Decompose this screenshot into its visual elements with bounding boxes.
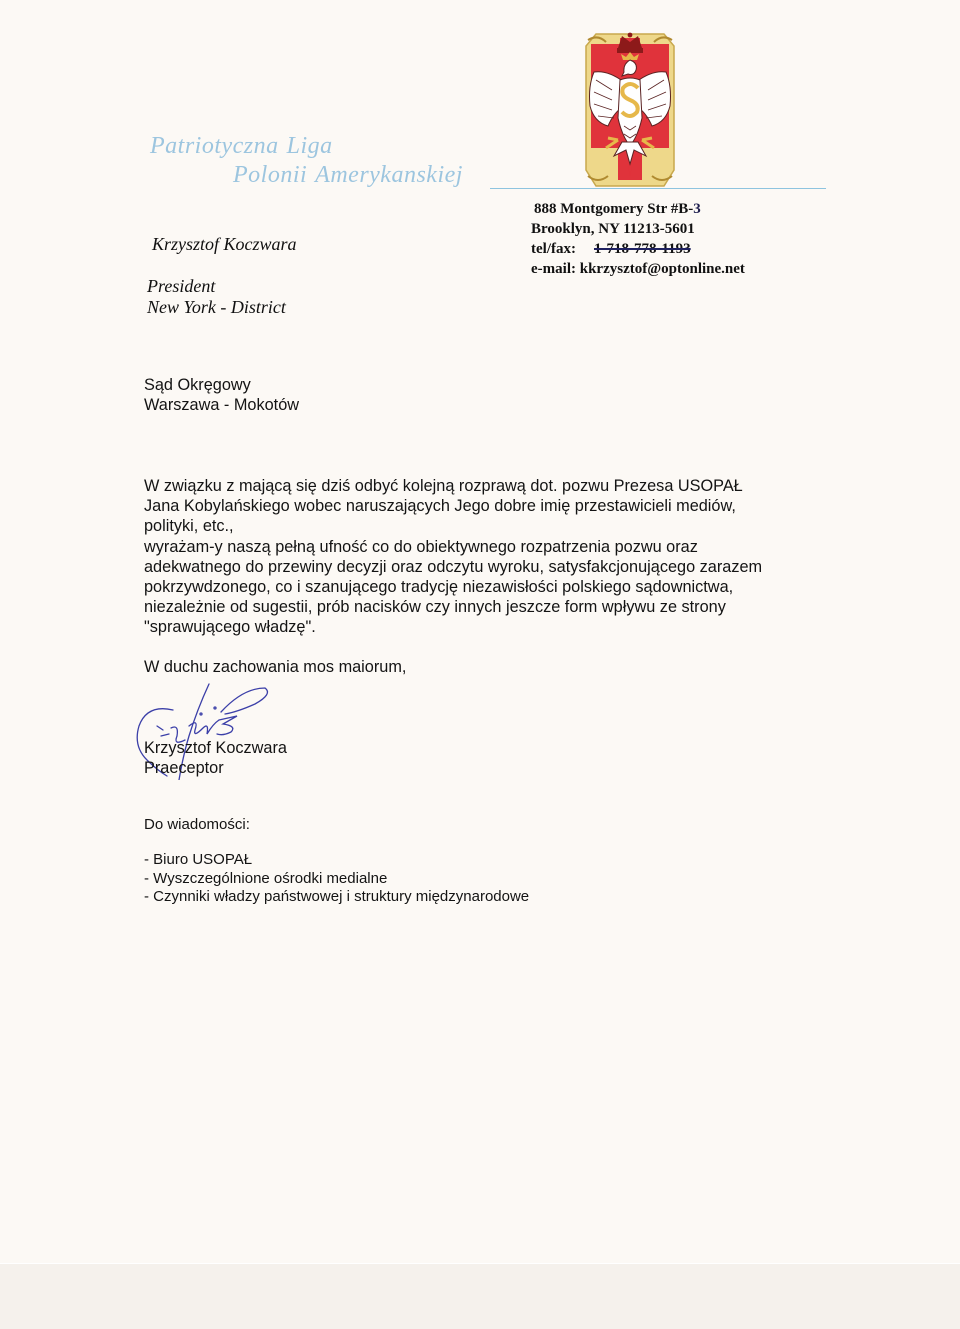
sender-name: Krzysztof Koczwara bbox=[152, 234, 297, 254]
phone-number-struck: 1-718-778-1193 bbox=[593, 241, 691, 257]
body-line: "sprawującego władzę". bbox=[144, 618, 316, 637]
sender-title: President bbox=[147, 276, 216, 296]
body-line: W związku z mającą się dziś odbyć kolejną rozprawą dot. pozwu Prezesa USOPAŁ bbox=[144, 477, 743, 495]
body-line: adekwatnego do przewiny decyzji oraz odczytu wyroku, satysfakcjonującego zarazem bbox=[144, 557, 763, 576]
cc-item: - Wyszczególnione ośrodki medialne bbox=[144, 869, 388, 887]
recipient-line: Sąd Okręgowy bbox=[144, 376, 251, 394]
cc-item: - Czynniki władzy państwowej i struktury międzynarodowe bbox=[144, 888, 530, 905]
recipient-block bbox=[144, 375, 299, 415]
org-word: Amerykanskiej bbox=[315, 162, 463, 188]
org-word: Patriotyczna bbox=[150, 133, 279, 159]
sender-district: New York - District bbox=[147, 297, 286, 317]
email-label: e-mail: bbox=[531, 261, 576, 277]
street-text: 888 Montgomery Str #B- bbox=[534, 201, 694, 217]
organization-name-line1 bbox=[150, 133, 333, 160]
org-word: Polonii bbox=[233, 162, 308, 188]
body-line: Jana Kobylańskiego wobec naruszających Jego dobre imię przestawicieli mediów, bbox=[144, 497, 736, 516]
cc-list bbox=[144, 851, 529, 907]
email-address: kkrzysztof@optonline.net bbox=[579, 261, 745, 277]
scanner-background bbox=[0, 1264, 960, 1329]
letterhead-divider bbox=[490, 188, 826, 189]
cc-title: Do wiadomości: bbox=[144, 816, 250, 833]
organization-name-line2 bbox=[233, 162, 463, 189]
closing-line: W duchu zachowania mos maiorum, bbox=[144, 658, 407, 676]
phone-label: tel/fax: bbox=[531, 241, 576, 257]
cc-item: - Biuro USOPAŁ bbox=[144, 851, 253, 868]
street-correction: 3 bbox=[693, 201, 701, 217]
body-line: niezależnie od sugestii, prób nacisków czy innych jeszcze form wpływu ze strony bbox=[144, 598, 726, 617]
sender-role bbox=[147, 276, 286, 318]
address-city: Brooklyn, NY 11213-5601 bbox=[531, 221, 695, 237]
recipient-line: Warszawa - Mokotów bbox=[144, 396, 300, 415]
org-word: Liga bbox=[286, 133, 333, 159]
signer-name: Krzysztof Koczwara bbox=[144, 739, 287, 757]
body-line: wyrażam-y naszą pełną ufność co do obiektywnego rozpatrzenia pozwu oraz bbox=[144, 537, 698, 556]
address-street bbox=[531, 199, 745, 219]
polish-eagle-crest-icon bbox=[582, 30, 678, 188]
signer-role: Praeceptor bbox=[144, 759, 224, 778]
signature-block bbox=[144, 738, 287, 778]
address-phone bbox=[531, 239, 745, 259]
letter-body bbox=[144, 476, 762, 638]
body-line: polityki, etc., bbox=[144, 517, 234, 536]
body-line: pokrzywdzonego, co i szanującego tradycję niezawisłości polskiego sądownictwa, bbox=[144, 578, 734, 597]
address-email bbox=[531, 259, 745, 279]
sender-address bbox=[531, 199, 745, 279]
